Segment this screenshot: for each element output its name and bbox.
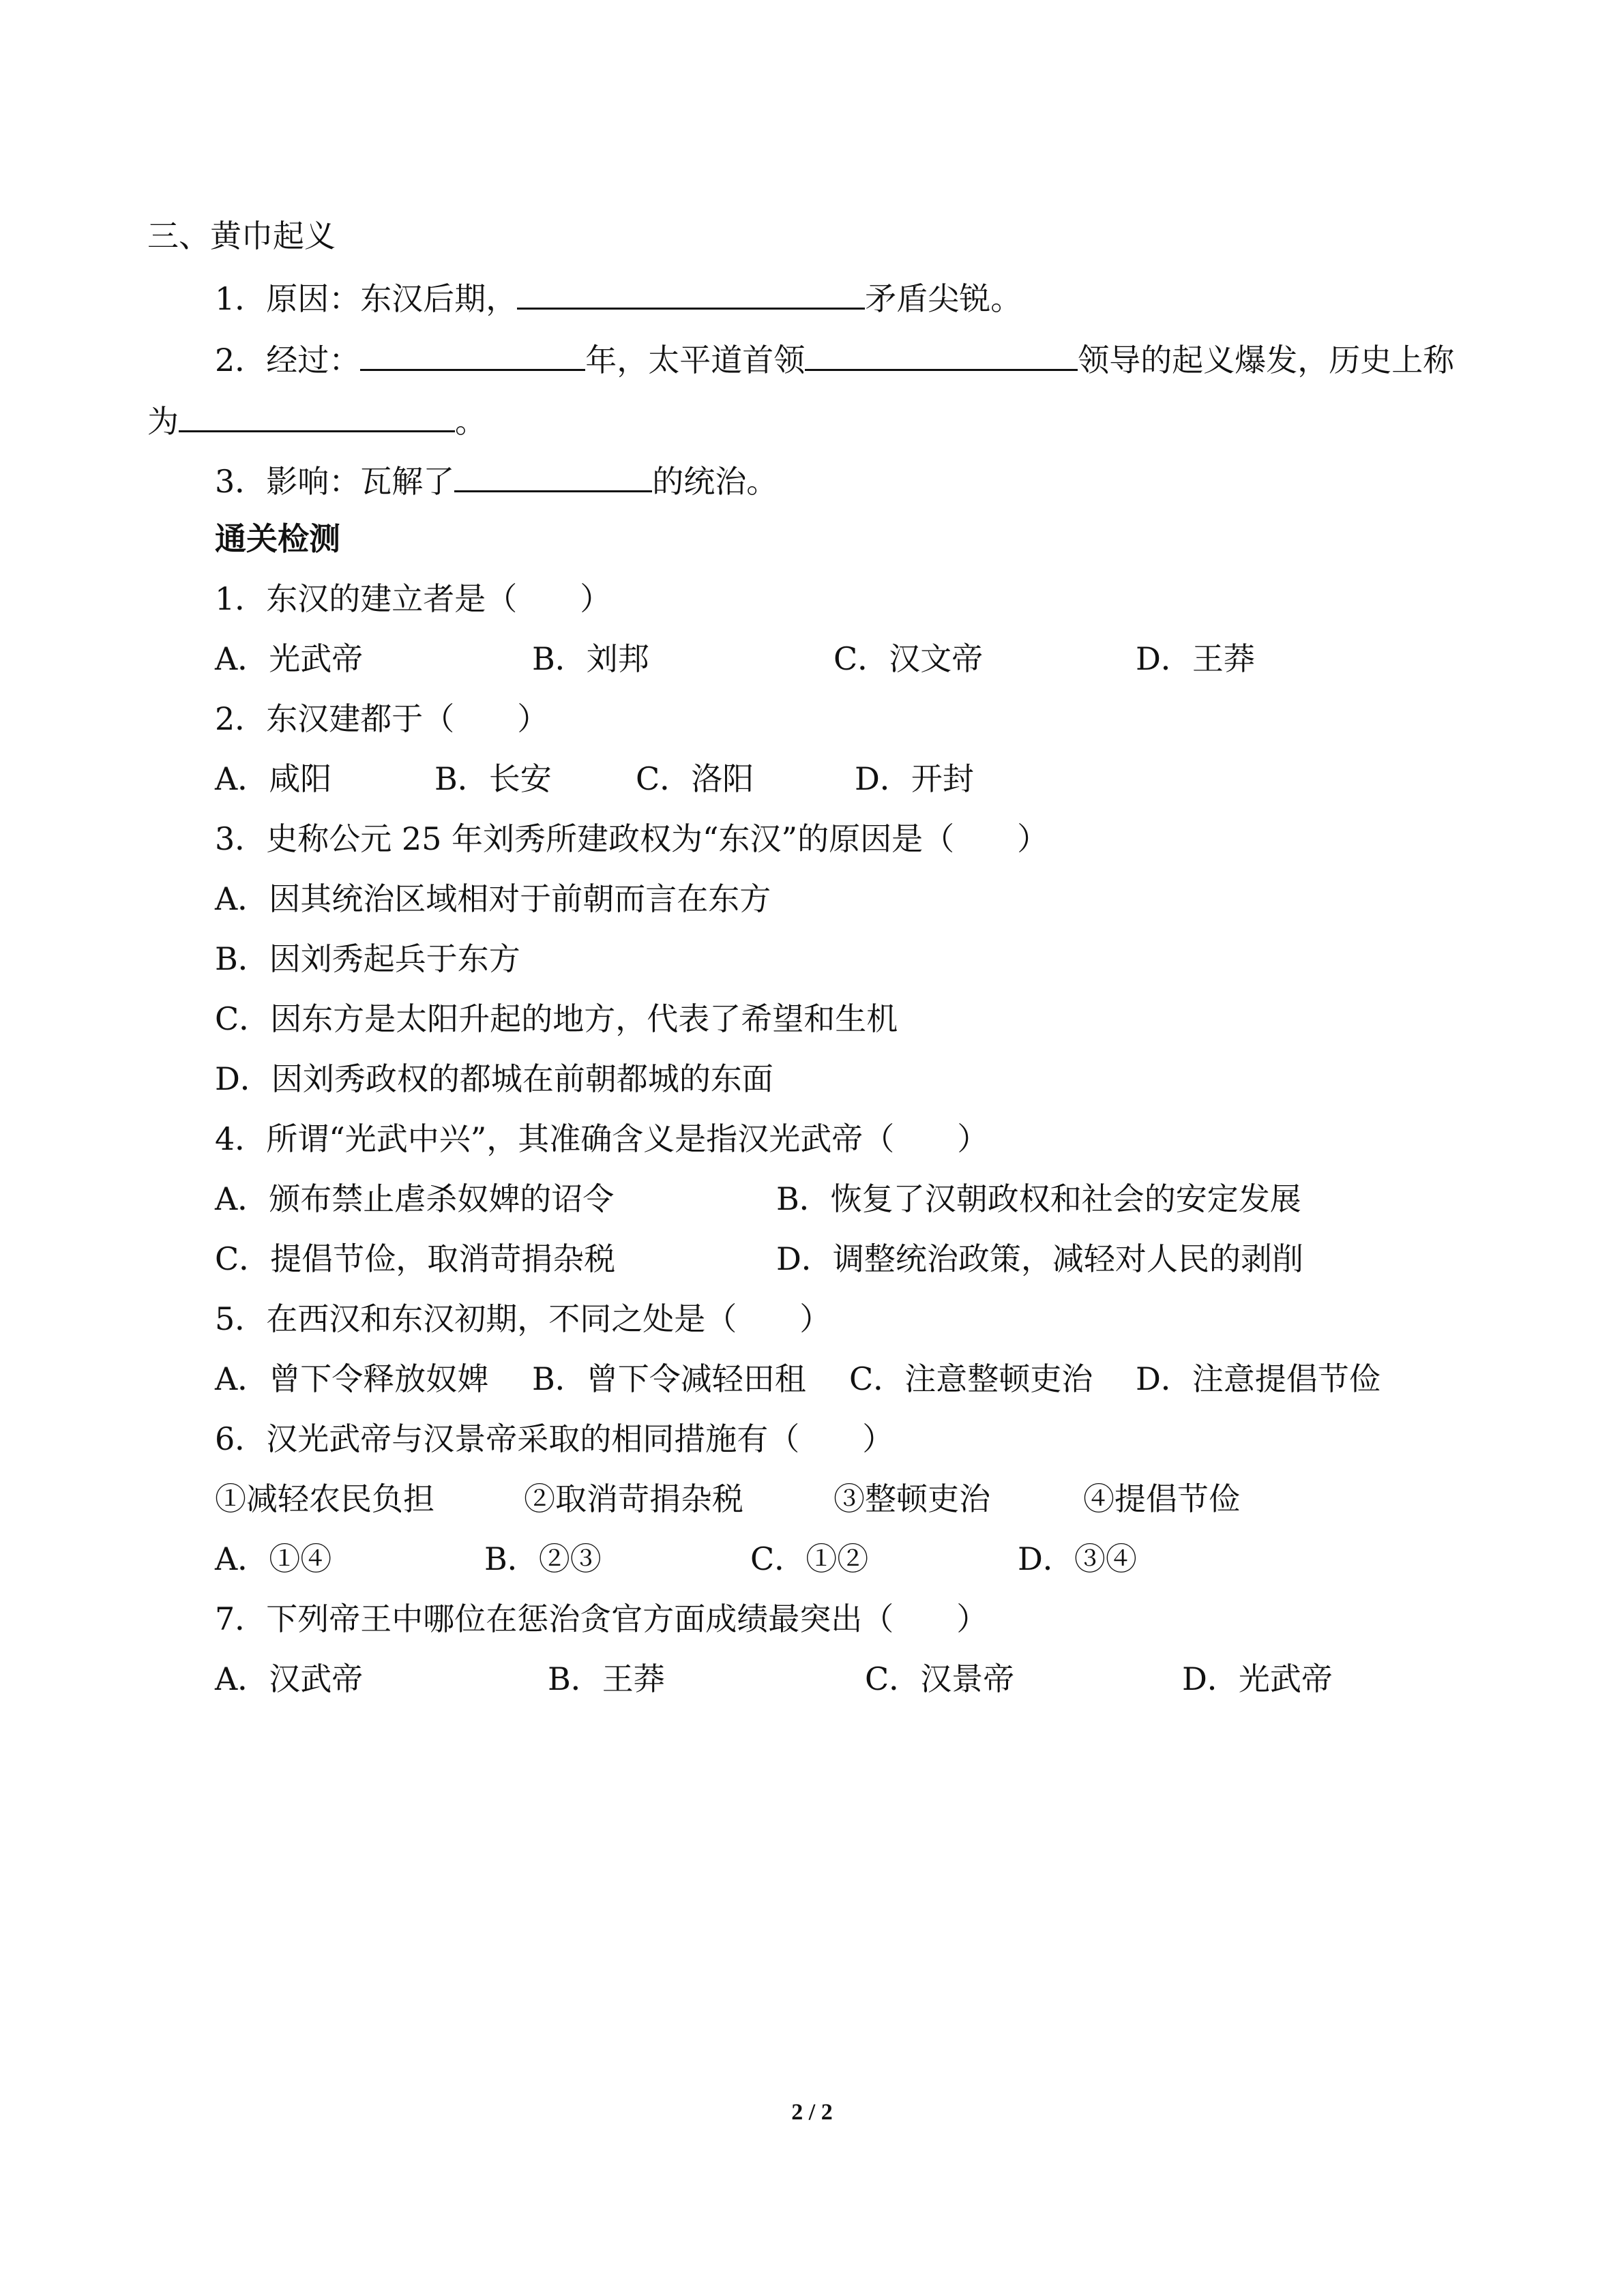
question-5-stem: 5．在西汉和东汉初期，不同之处是（ ）: [215, 1300, 831, 1337]
question-7-option-d[interactable]: D．光武帝: [1182, 1660, 1333, 1697]
question-6-option-d[interactable]: D．③④: [1018, 1540, 1137, 1577]
question-3-option-b[interactable]: B．因刘秀起兵于东方: [215, 940, 520, 977]
question-5-option-c[interactable]: C．注意整顿吏治: [849, 1360, 1093, 1397]
question-2-stem: 2．东汉建都于（ ）: [215, 700, 549, 737]
question-1-option-a[interactable]: A．光武帝: [215, 640, 364, 677]
question-2-option-c[interactable]: C．洛阳: [636, 760, 754, 797]
question-1-option-d[interactable]: D．王莽: [1136, 640, 1255, 677]
question-4-option-c[interactable]: C．提倡节俭，取消苛捐杂税: [215, 1240, 616, 1277]
question-2-option-b[interactable]: B．长安: [434, 760, 552, 797]
question-4-stem: 4．所谓“光武中兴”，其准确含义是指汉光武帝（ ）: [215, 1120, 989, 1157]
question-4-option-b[interactable]: B．恢复了汉朝政权和社会的安定发展: [776, 1180, 1301, 1217]
blank-line[interactable]: [179, 399, 455, 432]
fill-text: 1．原因：东汉后期，: [215, 280, 518, 317]
question-2-option-d[interactable]: D．开封: [855, 760, 974, 797]
question-5-option-b[interactable]: B．曾下令减轻田租: [532, 1360, 806, 1397]
question-1-stem: 1．东汉的建立者是（ ）: [215, 580, 612, 617]
fill-item-1: [215, 276, 1022, 317]
fill-text: 年，太平道首领: [585, 342, 806, 378]
question-7-option-b[interactable]: B．王莽: [548, 1660, 665, 1697]
fill-text: 矛盾尖锐。: [865, 280, 1022, 317]
question-6-stem: 6．汉光武帝与汉景帝采取的相同措施有（ ）: [215, 1420, 894, 1457]
question-1-option-c[interactable]: C．汉文帝: [833, 640, 984, 677]
question-7-option-a[interactable]: A．汉武帝: [215, 1660, 364, 1697]
quiz-title: 通关检测: [215, 520, 340, 557]
question-5-option-a[interactable]: A．曾下令释放奴婢: [215, 1360, 489, 1397]
page-number: 2 / 2: [791, 2100, 833, 2125]
question-6-item-4: ④提倡节俭: [1083, 1480, 1240, 1517]
question-6-option-a[interactable]: A．①④: [215, 1540, 332, 1577]
fill-text: 2．经过：: [215, 342, 361, 378]
fill-text: 3．影响：瓦解了: [215, 463, 455, 500]
question-4-option-d[interactable]: D．调整统治政策，减轻对人民的剥削: [776, 1240, 1303, 1277]
question-7-option-c[interactable]: C．汉景帝: [865, 1660, 1015, 1697]
question-5-option-d[interactable]: D．注意提倡节俭: [1136, 1360, 1381, 1397]
question-7-stem: 7．下列帝王中哪位在惩治贪官方面成绩最突出（ ）: [215, 1600, 988, 1637]
question-3-option-a[interactable]: A．因其统治区域相对于前朝而言在东方: [215, 880, 771, 917]
fill-item-2-cont: [147, 399, 486, 440]
blank-line[interactable]: [517, 276, 865, 310]
fill-item-2: [215, 338, 1454, 378]
question-4-option-a[interactable]: A．颁布禁止虐杀奴婢的诏令: [215, 1180, 615, 1217]
blank-line[interactable]: [360, 338, 585, 371]
question-2-option-a[interactable]: A．咸阳: [215, 760, 332, 797]
question-1-option-b[interactable]: B．刘邦: [532, 640, 649, 677]
blank-line[interactable]: [805, 338, 1078, 371]
fill-text: 领导的起义爆发，历史上称: [1078, 342, 1455, 378]
fill-text: 。: [455, 403, 486, 440]
section-title: 三、黄巾起义: [147, 218, 336, 254]
question-6-item-3: ③整顿吏治: [833, 1480, 990, 1517]
fill-item-3: [215, 459, 778, 500]
question-3-stem: 3．史称公元 25 年刘秀所建政权为“东汉”的原因是（ ）: [215, 820, 1049, 857]
question-6-item-2: ②取消苛捐杂税: [524, 1480, 743, 1517]
question-3-option-c[interactable]: C．因东方是太阳升起的地方，代表了希望和生机: [215, 1000, 898, 1037]
question-3-option-d[interactable]: D．因刘秀政权的都城在前朝都城的东面: [215, 1060, 773, 1097]
question-6-item-1: ①减轻农民负担: [215, 1480, 434, 1517]
question-6-option-b[interactable]: B．②③: [484, 1540, 602, 1577]
blank-line[interactable]: [454, 459, 652, 492]
fill-text: 的统治。: [652, 463, 778, 500]
question-6-option-c[interactable]: C．①②: [750, 1540, 869, 1577]
fill-text: 为: [147, 403, 179, 440]
